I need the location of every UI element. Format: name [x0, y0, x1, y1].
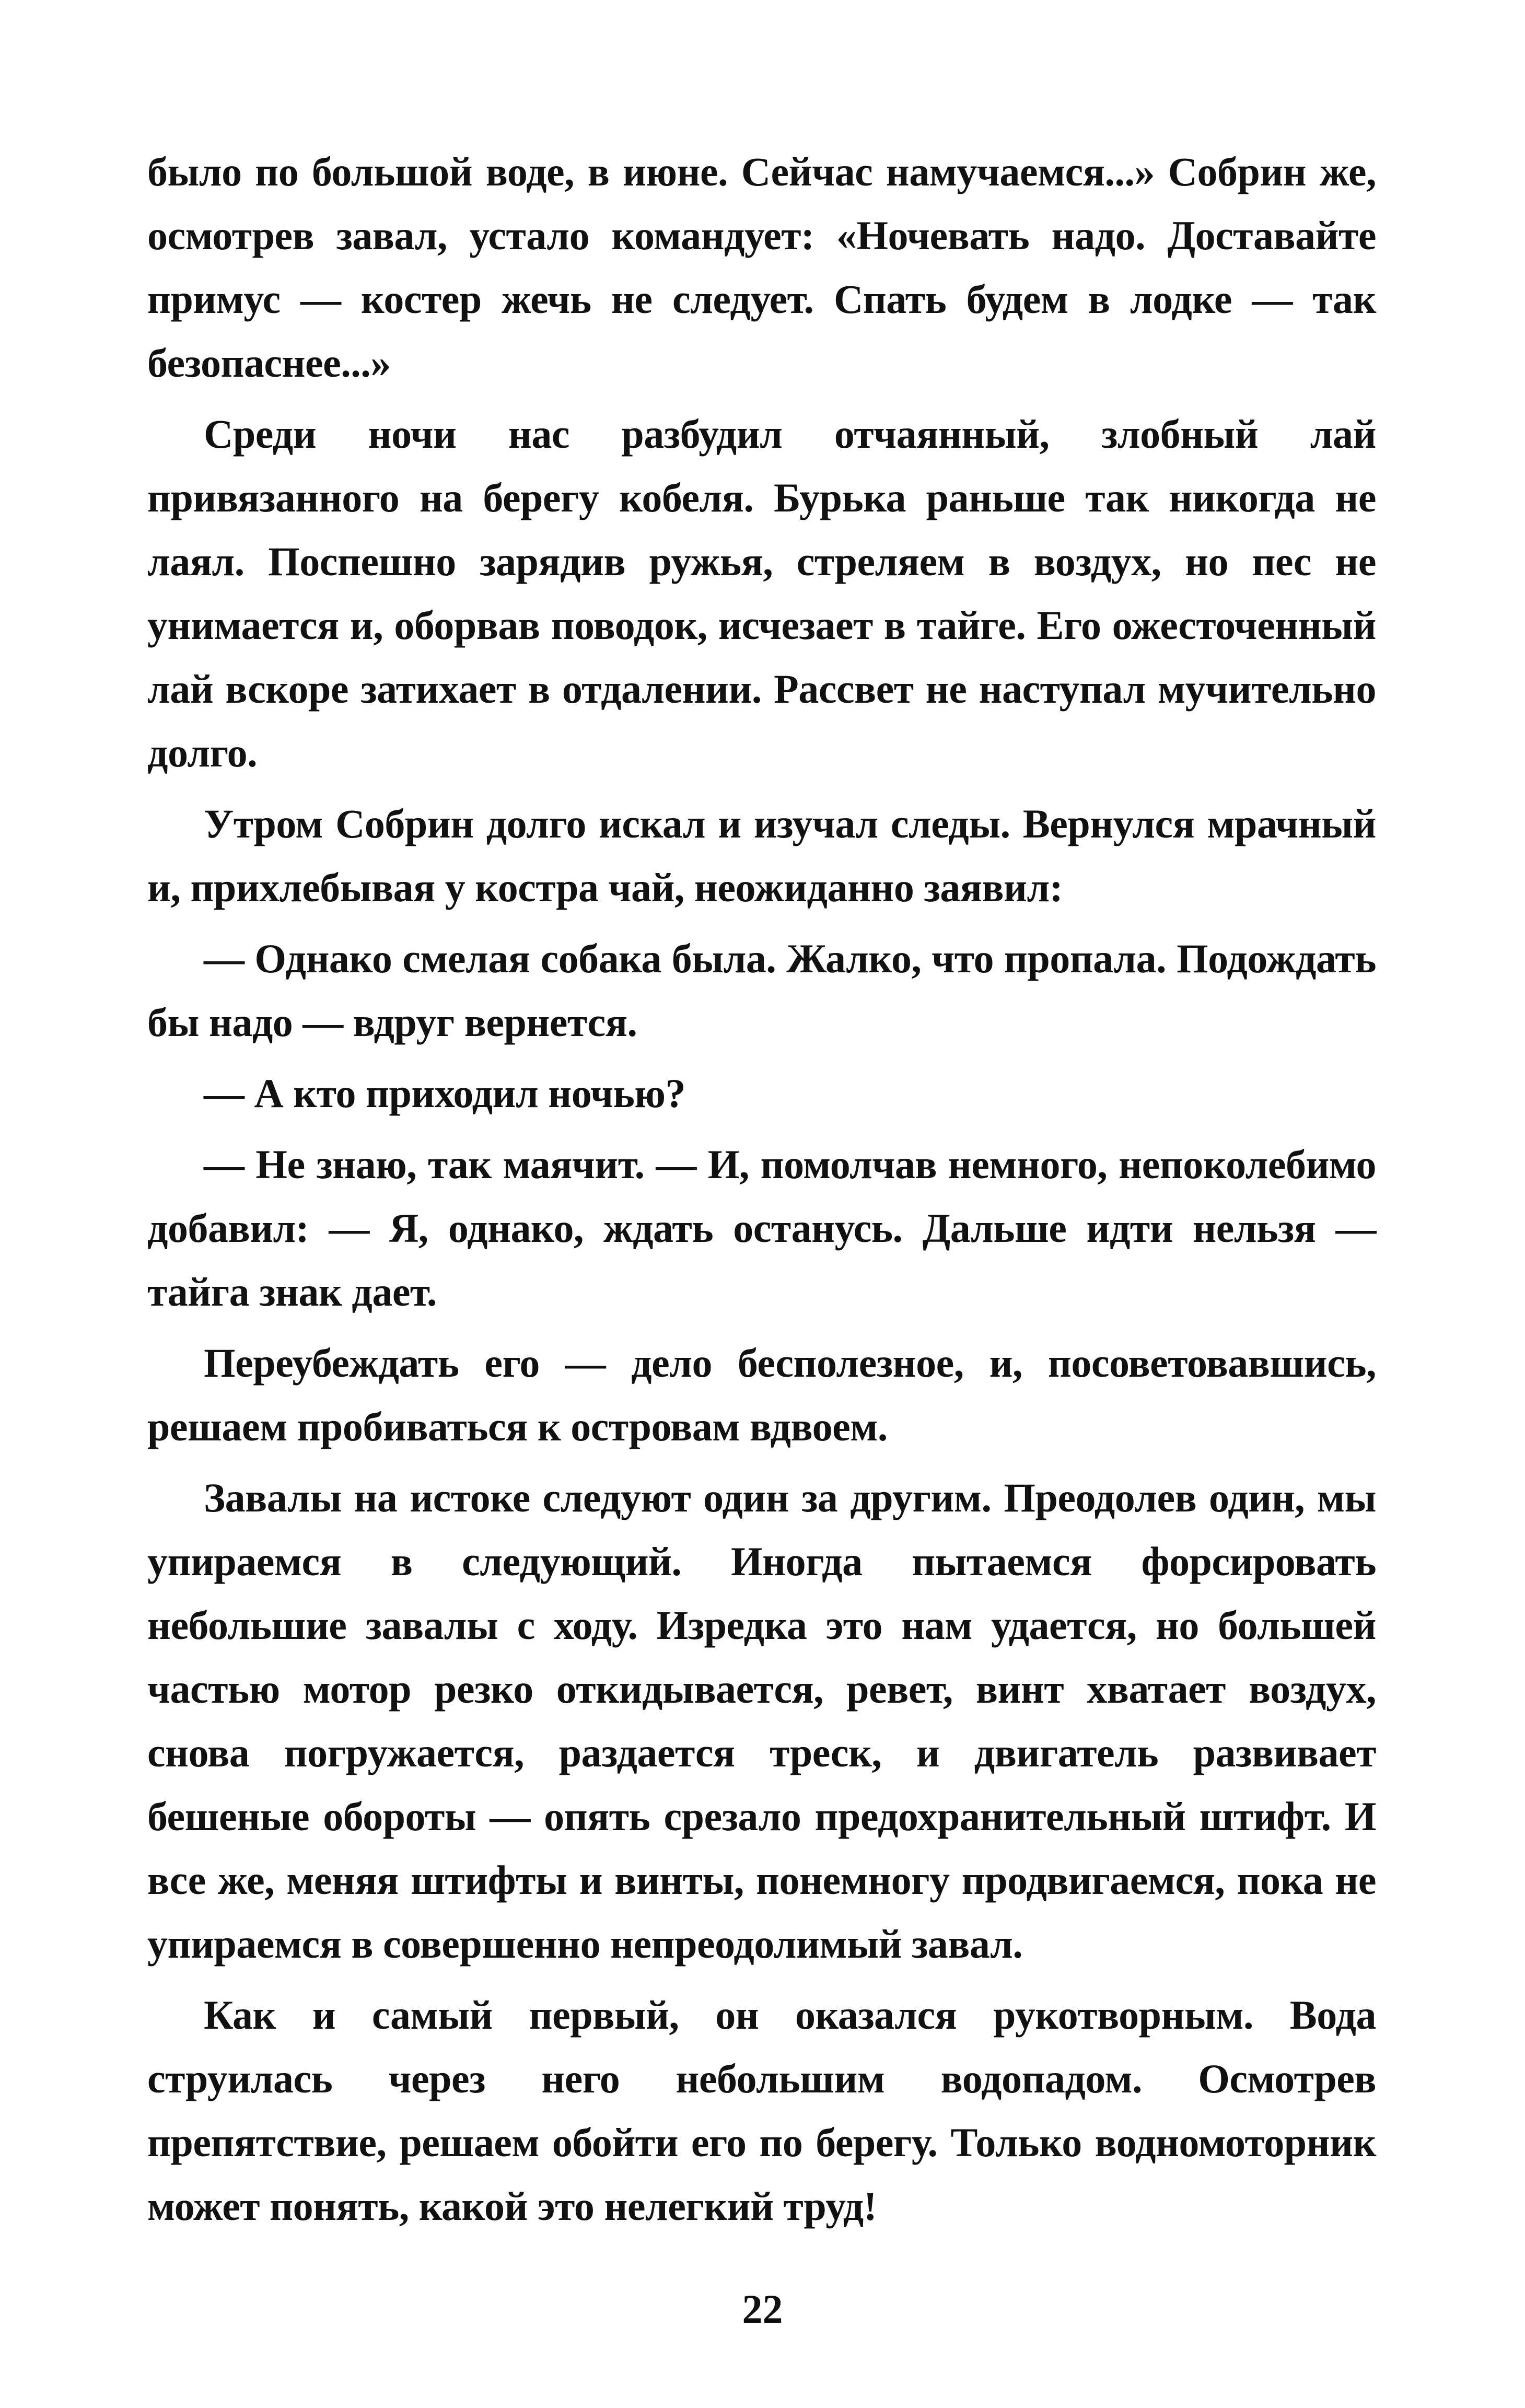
- paragraph-manmade-dam: Как и самый первый, он оказался рукотворным. Вода струилась через него небольшим водопадом. Осмотрев препятствие, решаем обойти его по берегу. Только водномоторник может понять, какой это нелегкий труд!: [147, 1992, 1376, 2229]
- paragraph-night-bark: Среди ночи нас разбудил отчаянный, злобный лай привязанного на берегу кобеля. Бурька раньше так никогда не лаял. Поспешно зарядив ружья, стреляем в воздух, но пес не унимается и, оборвав поводок, исчезает в тайге. Его ожесточенный лай вскоре затихает в отдалении. Рассвет не наступал мучительно долго.: [147, 411, 1376, 775]
- page-number: 22: [742, 2286, 783, 2332]
- paragraph-dialogue-dog: — Однако смелая собака была. Жалко, что пропала. Подождать бы надо — вдруг вернется.: [147, 936, 1376, 1045]
- paragraph-dialogue-question: — А кто приходил ночью?: [204, 1071, 686, 1116]
- body-text: [147, 140, 1376, 2238]
- paragraph-dialogue-answer: — Не знаю, так маячит. — И, помолчав немного, непоколебимо добавил: — Я, однако, ждать останусь. Дальше идти нельзя — тайга знак дает.: [147, 1142, 1376, 1314]
- paragraph-decision: Переубеждать его — дело бесполезное, и, посоветовавшись, решаем пробиваться к островам вдвоем.: [147, 1340, 1376, 1449]
- paragraph-morning: Утром Собрин долго искал и изучал следы. Вернулся мрачный и, прихлебывая у костра чай, неожиданно заявил:: [147, 801, 1376, 910]
- paragraph-blockages: Завалы на истоке следуют один за другим. Преодолев один, мы упираемся в следующий. Иногда пытаемся форсировать небольшие завалы с ходу. Изредка это нам удается, но большей частью мотор резко откидывается, ревет, винт хватает воздух, снова погружается, раздается треск, и двигатель развивает бешеные обороты — опять срезало предохранительный штифт. И все же, меняя штифты и винты, понемногу продвигаемся, пока не упираемся в совершенно непреодолимый завал.: [147, 1475, 1376, 1967]
- paragraph-continued: было по большой воде, в июне. Сейчас намучаемся...» Собрин же, осмотрев завал, устало командует: «Ночевать надо. Доставайте примус — костер жечь не следует. Спать будем в лодке — так безопаснее...»: [147, 149, 1376, 386]
